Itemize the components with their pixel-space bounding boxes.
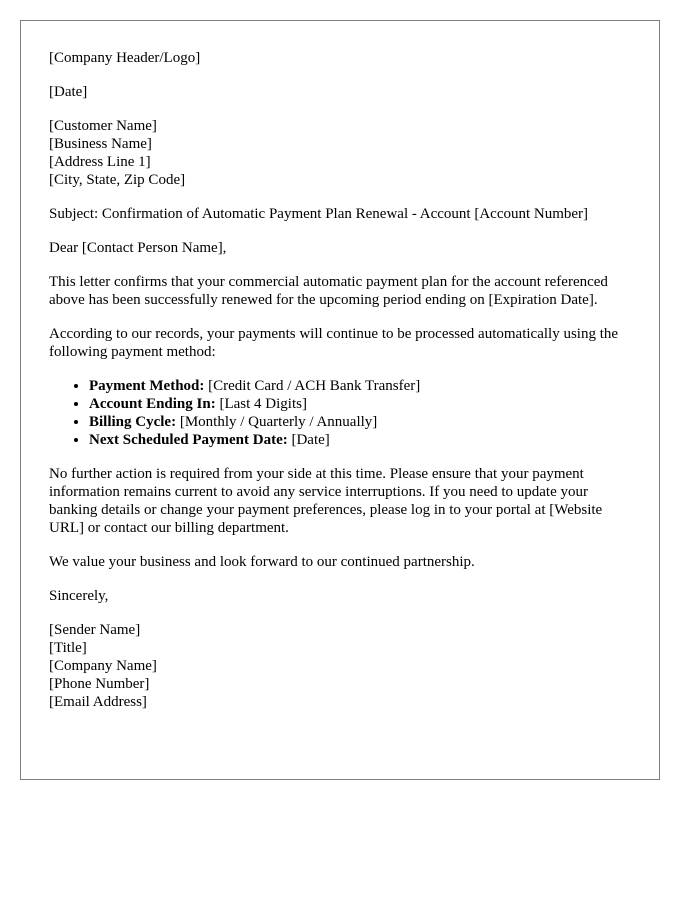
signature-block <box>49 621 631 711</box>
payment-detail-value: [Credit Card / ACH Bank Transfer] <box>204 378 421 394</box>
letter-closing: Sincerely, <box>49 588 109 604</box>
recipient-business-name: [Business Name] <box>49 136 152 152</box>
letter-page <box>20 20 660 780</box>
payment-detail-label: Account Ending In: <box>89 396 216 412</box>
recipient-address-block <box>49 117 631 189</box>
recipient-address-line-1: [Address Line 1] <box>49 154 151 170</box>
payment-detail-value: [Monthly / Quarterly / Annually] <box>176 414 378 430</box>
body-paragraph-3: No further action is required from your side at this time. Please ensure that your payment information remains current to avoid any service interruptions. If you need to update your banking details or change your payment preferences, please log in to your portal at [Website URL] or contact our billing department. <box>49 466 603 536</box>
signature-company-name: [Company Name] <box>49 658 157 674</box>
payment-detail-item <box>89 413 631 431</box>
signature-email-address: [Email Address] <box>49 694 147 710</box>
payment-detail-item <box>89 431 631 449</box>
body-paragraph-2: According to our records, your payments will continue to be processed automatically using the following payment method: <box>49 326 619 360</box>
body-paragraph-1: This letter confirms that your commercial automatic payment plan for the account referenced above has been successfully renewed for the upcoming period ending on [Expiration Date]. <box>49 274 608 308</box>
payment-detail-value: [Last 4 Digits] <box>215 396 307 412</box>
signature-phone-number: [Phone Number] <box>49 676 150 692</box>
payment-details-list <box>49 377 631 449</box>
payment-detail-item <box>89 377 631 395</box>
signature-sender-name: [Sender Name] <box>49 622 141 638</box>
payment-detail-item <box>89 395 631 413</box>
payment-detail-label: Billing Cycle: <box>89 414 177 430</box>
recipient-customer-name: [Customer Name] <box>49 118 157 134</box>
company-header-logo: [Company Header/Logo] <box>49 50 201 66</box>
letter-salutation: Dear [Contact Person Name], <box>49 240 227 256</box>
signature-title: [Title] <box>49 640 87 656</box>
body-paragraph-4: We value your business and look forward to our continued partnership. <box>49 554 475 570</box>
letter-date: [Date] <box>49 84 88 100</box>
letter-subject: Subject: Confirmation of Automatic Payment Plan Renewal - Account [Account Number] <box>49 206 589 222</box>
payment-detail-label: Next Scheduled Payment Date: <box>89 432 288 448</box>
payment-detail-value: [Date] <box>287 432 330 448</box>
recipient-city-state-zip: [City, State, Zip Code] <box>49 172 186 188</box>
payment-detail-label: Payment Method: <box>89 378 205 394</box>
